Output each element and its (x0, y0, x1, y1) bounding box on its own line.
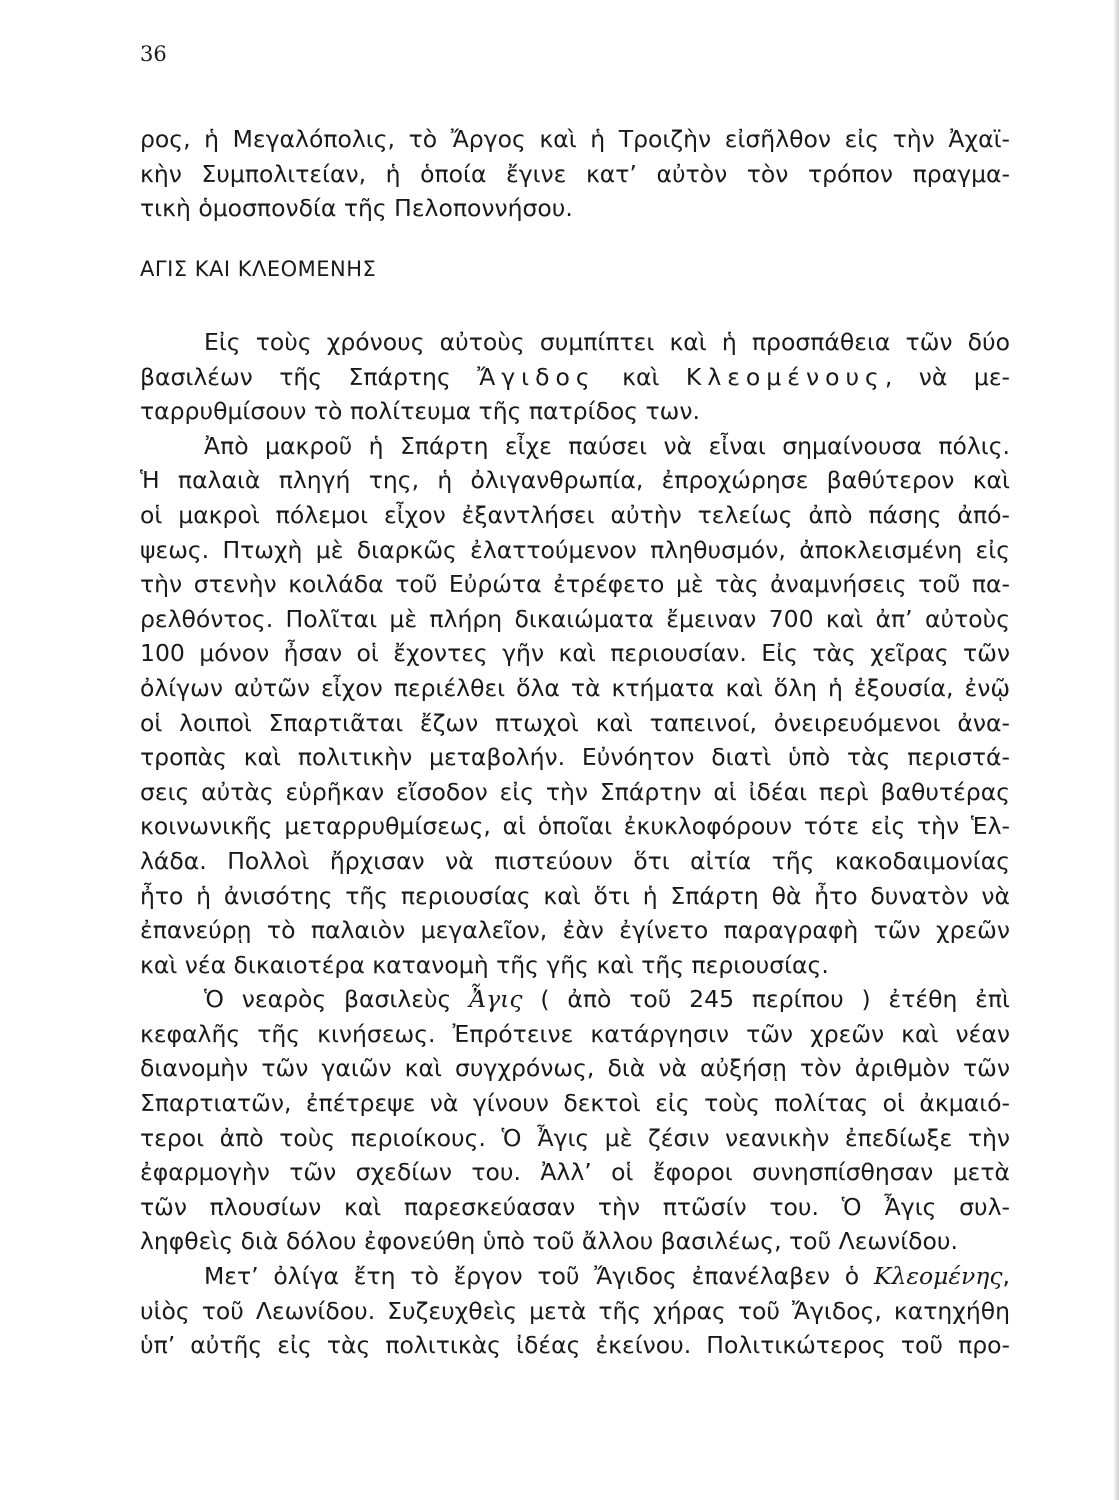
text-segment: κεφαλῆς τῆς κινήσεως. Ἐπρότεινε κατάργησιν τῶν χρεῶν καὶ νέαν (140, 1019, 1010, 1048)
text-line (140, 879, 1010, 914)
text-segment: ἐφαρμογὴν τῶν σχεδίων του. Ἀλλ’ οἱ ἔφοροι συνησπίσθησαν μετὰ (140, 1158, 1010, 1187)
text-segment: ( ἀπὸ τοῦ 245 περίπου ) ἐτέθη ἐπὶ (522, 985, 1010, 1014)
text-segment: τροπὰς καὶ πολιτικὴν μεταβολήν. Εὐνόητον διατὶ ὑπὸ τὰς περιστά- (140, 743, 1010, 772)
text-line (140, 1121, 1010, 1156)
text-line (140, 1155, 1010, 1190)
text-line (140, 463, 1010, 498)
text-segment: 100 μόνον ἦσαν οἱ ἔχοντες γῆν καὶ περιουσίαν. Εἰς τὰς χεῖρας τῶν (140, 639, 1010, 668)
text-line (140, 602, 1010, 637)
text-segment: σεις αὐτὰς εὑρῆκαν εἴσοδον εἰς τὴν Σπάρτην αἱ ἰδέαι περὶ βαθυτέρας (140, 777, 1010, 806)
text-line (140, 122, 1010, 157)
page-edge-shadow (1113, 0, 1119, 1500)
text-segment: ὑπ’ αὐτῆς εἰς τὰς πολιτικὰς ἰδέας ἐκείνου. Πολιτικώτερος τοῦ προ- (140, 1331, 1010, 1360)
text-line (140, 191, 1010, 226)
text-line (140, 429, 1010, 464)
text-segment: ἐπανεύρῃ τὸ παλαιὸν μεγαλεῖον, ἐὰν ἐγίνετο παραγραφὴ τῶν χρεῶν (140, 916, 1010, 945)
text-segment: Ἀπὸ μακροῦ ἡ Σπάρτη εἶχε παύσει νὰ εἶναι σημαίνουσα πόλις. (204, 431, 1010, 460)
text-line (140, 671, 1010, 706)
text-segment: Σπαρτιατῶν, ἐπέτρεψε νὰ γίνουν δεκτοὶ εἰς τοὺς πολίτας οἱ ἀκμαιό- (140, 1089, 1010, 1118)
text-segment: οἱ λοιποὶ Σπαρτιᾶται ἔζων πτωχοὶ καὶ ταπεινοί, ὀνειρευόμενοι ἀνα- (140, 708, 1010, 737)
text-segment: κὴν Συμπολιτείαν, ἡ ὁποία ἔγινε κατ’ αὐτὸν τὸν τρόπον πραγμα- (140, 159, 1010, 188)
spaced-name: Κλεομένους (685, 362, 885, 391)
text-segment: υἱὸς τοῦ Λεωνίδου. Συζευχθεὶς μετὰ τῆς χήρας τοῦ Ἄγιδος, κατηχήθη (140, 1296, 1010, 1325)
text-segment: κοινωνικῆς μεταρρυθμίσεως, αἱ ὁποῖαι ἐκυκλοφόρουν τότε εἰς τὴν Ἑλ- (140, 812, 1010, 841)
text-line (140, 1259, 1010, 1294)
text-segment: ρος, ἡ Μεγαλόπολις, τὸ Ἄργος καὶ ἡ Τροιζὴν εἰσῆλθον εἰς τὴν Ἀχαϊ- (140, 125, 1010, 153)
page-number: 36 (140, 42, 167, 66)
text-line (140, 1328, 1010, 1363)
text-segment: βασιλέων τῆς Σπάρτης (140, 362, 478, 391)
text-segment: ταρρυθμίσουν τὸ πολίτευμα τῆς πατρίδος των. (140, 397, 700, 426)
text-line (140, 533, 1010, 568)
text-segment: , (1002, 1262, 1010, 1291)
text-segment: Μετ’ ὀλίγα ἔτη τὸ ἔργον τοῦ Ἄγιδος ἐπανέλαβεν ὁ (204, 1262, 874, 1291)
text-line (140, 1294, 1010, 1329)
intro-paragraph (140, 122, 1010, 226)
text-line (140, 567, 1010, 602)
text-segment: τικὴ ὁμοσπονδία τῆς Πελοποννήσου. (140, 194, 573, 223)
text-line (140, 325, 1010, 360)
text-line (140, 394, 1010, 429)
text-segment: τεροι ἀπὸ τοὺς περιοίκους. Ὁ Ἆγις μὲ ζέσιν νεανικὴν ἐπεδίωξε τὴν (140, 1123, 1010, 1152)
text-line (140, 948, 1010, 983)
text-segment: ρελθόντος. Πολῖται μὲ πλήρη δικαιώματα ἔμειναν 700 καὶ ἀπ’ αὐτοὺς (140, 604, 1010, 633)
text-segment: Εἰς τοὺς χρόνους αὐτοὺς συμπίπτει καὶ ἡ προσπάθεια τῶν δύο (204, 328, 1010, 356)
text-line (140, 740, 1010, 775)
text-line (140, 982, 1010, 1017)
text-line (140, 706, 1010, 741)
text-line (140, 157, 1010, 192)
body-text (140, 325, 1010, 1363)
text-segment: ψεως. Πτωχὴ μὲ διαρκῶς ἐλαττούμενον πληθυσμόν, ἀποκλεισμένη εἰς (140, 535, 1010, 564)
text-segment: Ἡ παλαιὰ πληγή της, ἡ ὀλιγανθρωπία, ἐπροχώρησε βαθύτερον καὶ (140, 466, 1010, 495)
spaced-name: Ἄγιδος (477, 362, 596, 391)
text-line (140, 360, 1010, 395)
text-line (140, 1017, 1010, 1052)
text-segment: λάδα. Πολλοὶ ἤρχισαν νὰ πιστεύουν ὅτι αἰτία τῆς κακοδαιμονίας (140, 846, 1010, 875)
text-line (140, 1224, 1010, 1259)
text-segment: , νὰ με- (884, 362, 1010, 391)
text-segment: ὀλίγων αὐτῶν εἶχον περιέλθει ὅλα τὰ κτήματα καὶ ὅλη ἡ ἐξουσία, ἐνῷ (140, 673, 1010, 702)
text-segment: οἱ μακροὶ πόλεμοι εἶχον ἐξαντλήσει αὐτὴν τελείως ἀπὸ πάσης ἀπό- (140, 500, 1010, 529)
text-segment: τὴν στενὴν κοιλάδα τοῦ Εὐρώτα ἐτρέφετο μὲ τὰς ἀναμνήσεις τοῦ πα- (140, 570, 1010, 599)
text-segment: Ὁ νεαρὸς βασιλεὺς (204, 985, 470, 1014)
text-line (140, 1086, 1010, 1121)
text-segment: ληφθεὶς διὰ δόλου ἐφονεύθη ὑπὸ τοῦ ἄλλου βασιλέως, τοῦ Λεωνίδου. (140, 1227, 958, 1256)
text-line (140, 775, 1010, 810)
text-segment: τῶν πλουσίων καὶ παρεσκεύασαν τὴν πτῶσίν του. Ὁ Ἆγις συλ- (140, 1192, 1010, 1221)
italic-name: Κλεομένης (873, 1262, 1003, 1291)
text-line (140, 636, 1010, 671)
italic-name: Ἆγις (469, 985, 523, 1014)
section-heading: ΑΓΙΣ ΚΑΙ ΚΛΕΟΜΕΝΗΣ (140, 257, 377, 281)
text-segment: καὶ νέα δικαιοτέρα κατανομὴ τῆς γῆς καὶ τῆς περιουσίας. (140, 950, 829, 979)
text-line (140, 498, 1010, 533)
text-line (140, 809, 1010, 844)
text-line (140, 1051, 1010, 1086)
text-segment: καὶ (595, 362, 686, 391)
text-line (140, 844, 1010, 879)
text-segment: διανομὴν τῶν γαιῶν καὶ συγχρόνως, διὰ νὰ αὐξήσῃ τὸν ἀριθμὸν τῶν (140, 1054, 1010, 1083)
text-line (140, 1190, 1010, 1225)
text-segment: ἦτο ἡ ἀνισότης τῆς περιουσίας καὶ ὅτι ἡ Σπάρτη θὰ ἦτο δυνατὸν νὰ (140, 881, 1010, 910)
text-line (140, 913, 1010, 948)
